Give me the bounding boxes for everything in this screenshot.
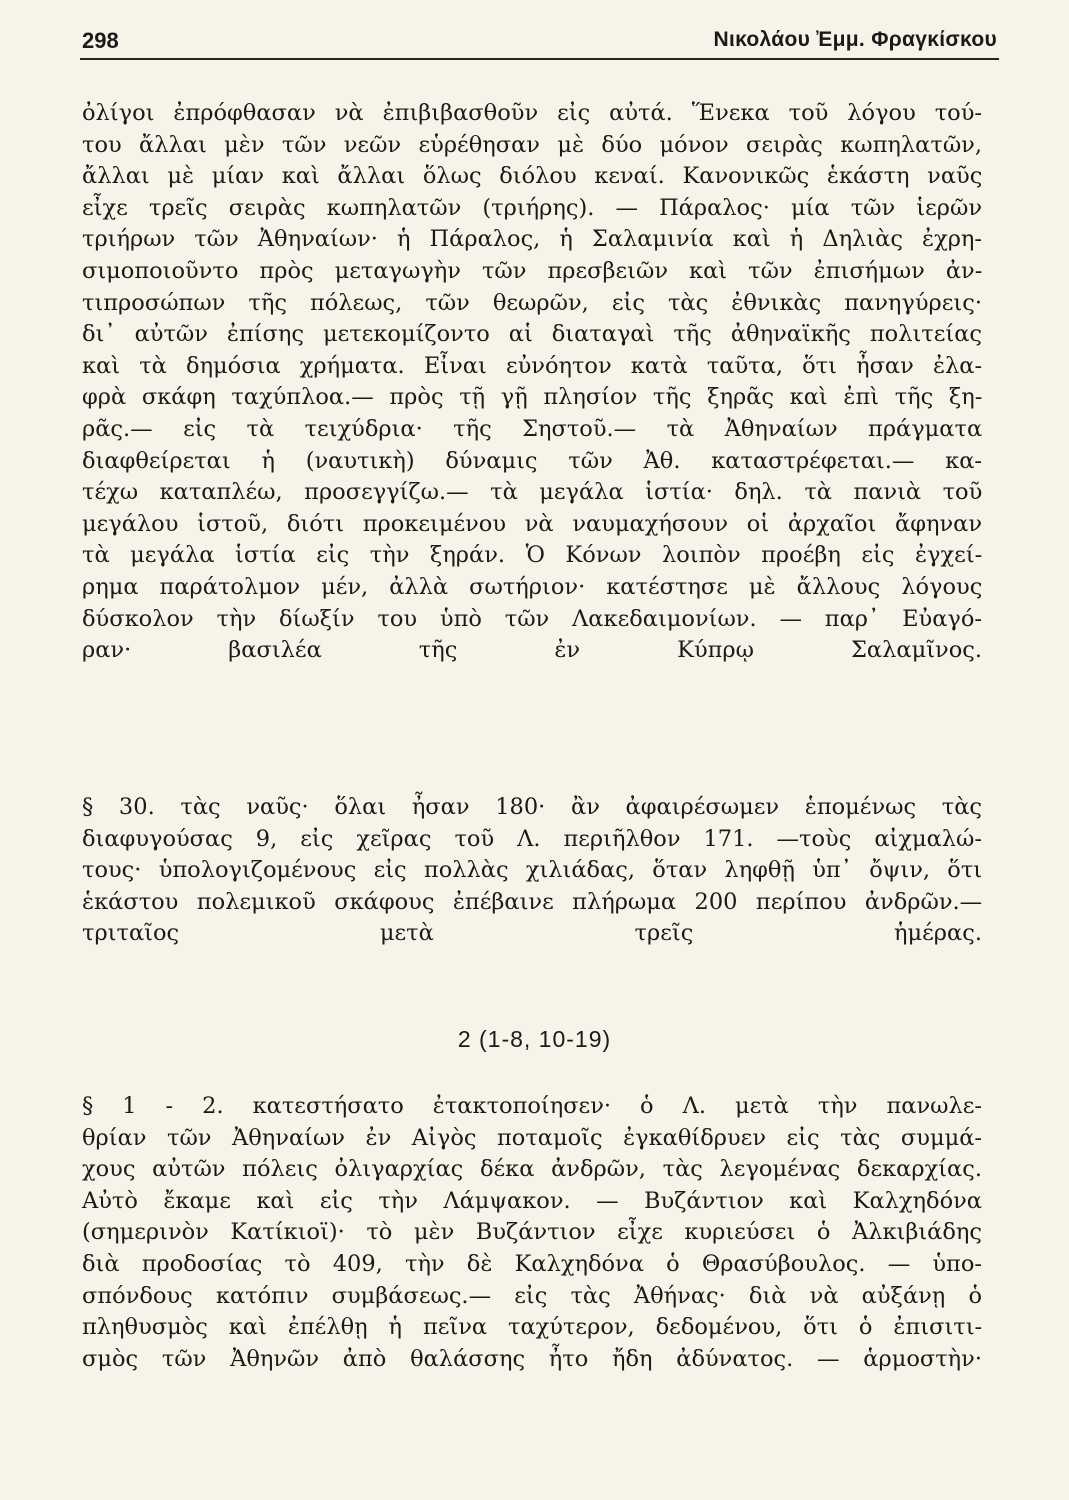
text-line: ἑκάστου πολεμικοῦ σκάφους ἐπέβαινε πλήρωμα 200 περίπου ἀνδρῶν.—: [82, 888, 983, 915]
text-line: § 1 - 2. κατεστήσατο ἐτακτοποίησεν· ὁ Λ. μετὰ τὴν πανωλε-: [82, 1093, 982, 1119]
text-line: δι᾽ αὐτῶν ἐπίσης μετεκομίζοντο αἱ διαταγαὶ τῆς ἀθηναϊκῆς πολιτείας: [82, 321, 982, 348]
text-line: ρημα παράτολμον μέν, ἀλλὰ σωτήριον· κατέστησε μὲ ἄλλους λόγους: [82, 573, 983, 600]
text-line: μεγάλου ἱστοῦ, διότι προκειμένου νὰ ναυμαχήσουν οἱ ἀρχαῖοι ἄφηναν: [82, 510, 982, 537]
text-line: δύσκολον τὴν δίωξίν του ὑπὸ τῶν Λακεδαιμονίων. — παρ᾽ Εὐαγό-: [82, 605, 982, 632]
text-line: τιπροσώπων τῆς πόλεως, τῶν θεωρῶν, εἰς τὰς ἐθνικὰς πανηγύρεις·: [82, 289, 982, 316]
text-line: διὰ προδοσίας τὸ 409, τὴν δὲ Καλχηδόνα ὁ Θρασύβουλος. — ὑπο-: [82, 1250, 982, 1277]
text-line: σιμοποιοῦντο πρὸς μεταγωγὴν τῶν πρεσβειῶν καὶ τῶν ἐπισήμων ἀν-: [82, 257, 983, 284]
page-number: 298: [82, 28, 119, 53]
text-line: τέχω καταπλέω, προσεγγίζω.— τὰ μεγάλα ἱστία· δηλ. τὰ πανιὰ τοῦ: [82, 479, 983, 506]
text-line: καὶ τὰ δημόσια χρήματα. Εἶναι εὐνόητον κατὰ ταῦτα, ὅτι ἦσαν ἐλα-: [82, 352, 983, 379]
page-header: [80, 18, 999, 60]
text-line: διαφθείρεται ἡ (ναυτικὴ) δύναμις τῶν Ἀθ. καταστρέφεται.— κα-: [82, 447, 982, 474]
text-line: χους αὐτῶν πόλεις ὀλιγαρχίας δέκα ἀνδρῶν, τὰς λεγομένας δεκαρχίας.: [82, 1156, 982, 1183]
text-line: διαφυγούσας 9, εἰς χεῖρας τοῦ Λ. περιῆλθον 171. —τοὺς αἰχμαλώ-: [82, 825, 982, 852]
text-line: τὰ μεγάλα ἱστία εἰς τὴν ξηράν. Ὁ Κόνων λοιπὸν προέβη εἰς ἐγχεί-: [82, 542, 983, 569]
text-line: Αὐτὸ ἔκαμε καὶ εἰς τὴν Λάμψακον. — Βυζάντιον καὶ Καλχηδόνα: [82, 1187, 982, 1214]
text-line: του ἄλλαι μὲν τῶν νεῶν εὑρέθησαν μὲ δύο μόνον σειρὰς κωπηλατῶν,: [82, 131, 982, 158]
paragraph-1: [82, 98, 982, 667]
text-line: τριήρων τῶν Ἀθηναίων· ἡ Πάραλος, ἡ Σαλαμινία καὶ ἡ Δηλιὰς ἐχρη-: [82, 226, 983, 253]
text-line: φρὰ σκάφη ταχύπλοα.— πρὸς τῇ γῇ πλησίον τῆς ξηρᾶς καὶ ἐπὶ τῆς ξη-: [82, 384, 983, 411]
text-line: θρίαν τῶν Ἀθηναίων ἐν Αἰγὸς ποταμοῖς ἐγκαθίδρυεν εἰς τὰς συμμά-: [82, 1124, 982, 1151]
paragraph-3: [82, 1091, 982, 1375]
text-line: ὀλίγοι ἐπρόφθασαν νὰ ἐπιβιβασθοῦν εἰς αὐτά. Ἕνεκα τοῦ λόγου τού-: [82, 100, 982, 126]
text-line: § 30. τὰς ναῦς· ὅλαι ἦσαν 180· ἂν ἀφαιρέσωμεν ἑπομένως τὰς: [82, 794, 982, 820]
paragraph-2: [82, 792, 982, 950]
text-line: ρᾶς.— εἰς τὰ τειχύδρια· τῆς Σηστοῦ.— τὰ Ἀθηναίων πράγματα: [82, 415, 983, 442]
section-subheading: 2 (1-8, 10-19): [457, 1026, 612, 1052]
text-line: τριταῖος μετὰ τρεῖς ἡμέρας.: [82, 920, 982, 947]
text-line: τους· ὑπολογιζομένους εἰς πολλὰς χιλιάδας, ὅταν ληφθῇ ὑπ᾽ ὄψιν, ὅτι: [82, 857, 983, 884]
text-line: εἶχε τρεῖς σειρὰς κωπηλατῶν (τριήρης). — Πάραλος· μία τῶν ἱερῶν: [82, 194, 982, 221]
text-line: σμὸς τῶν Ἀθηνῶν ἀπὸ θαλάσσης ἦτο ἤδη ἀδύνατος. — ἁρμοστὴν·: [82, 1345, 982, 1372]
text-line: (σημερινὸν Κατίκιοϊ)· τὸ μὲν Βυζάντιον εἶχε κυριεύσει ὁ Ἀλκιβιάδης: [82, 1219, 982, 1246]
text-line: πληθυσμὸς καὶ ἐπέλθῃ ἡ πεῖνα ταχύτερον, δεδομένου, ὅτι ὁ ἐπισιτι-: [82, 1314, 983, 1341]
text-line: ἄλλαι μὲ μίαν καὶ ἄλλαι ὅλως διόλου κεναί. Κανονικῶς ἑκάστη ναῦς: [82, 163, 983, 190]
text-line: σπόνδους κατόπιν συμβάσεως.— εἰς τὰς Ἀθήνας· διὰ νὰ αὐξάνῃ ὁ: [82, 1282, 982, 1309]
running-head: Νικολάου Ἐμμ. Φραγκίσκου: [713, 28, 997, 51]
text-line: ραν· βασιλέα τῆς ἐν Κύπρῳ Σαλαμῖνος.: [82, 637, 982, 664]
